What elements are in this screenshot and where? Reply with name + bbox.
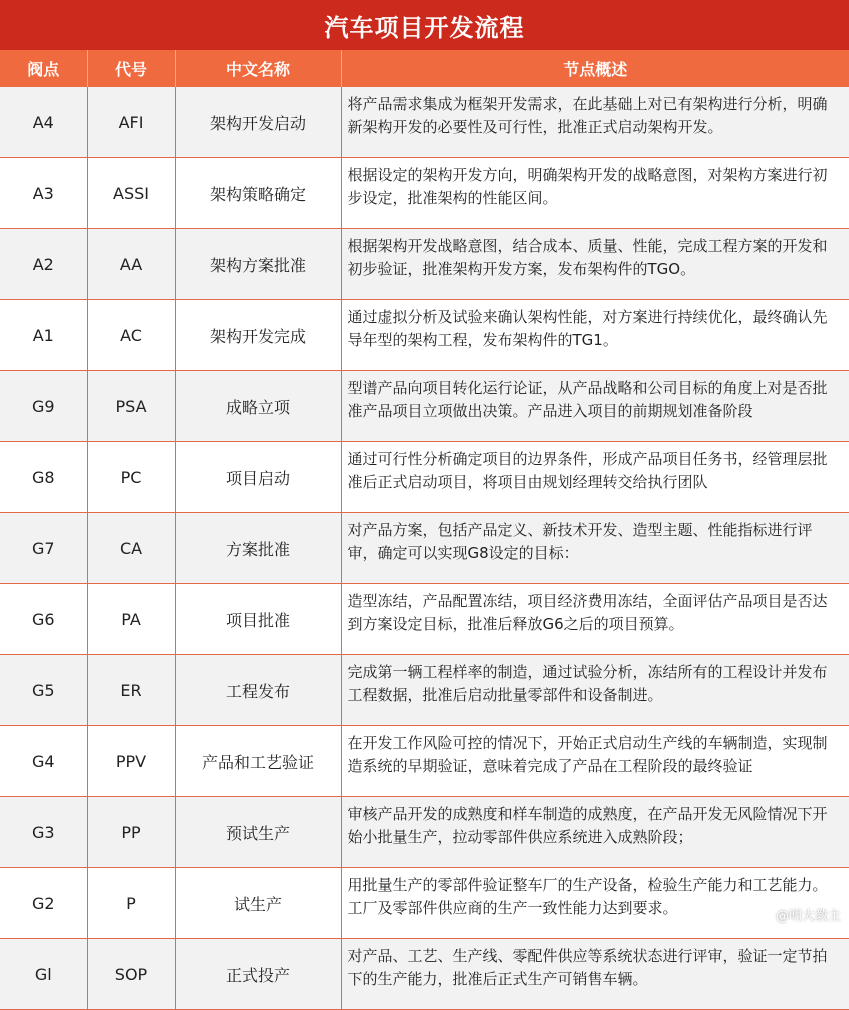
process-table: [0, 50, 849, 1010]
cell-desc: [341, 726, 849, 797]
cell-desc: [341, 655, 849, 726]
cell-name: 架构策略确定: [175, 158, 341, 229]
cell-gate: G4: [0, 726, 87, 797]
table-body: [0, 87, 849, 1010]
table-row: [0, 655, 849, 726]
desc-text: 型谱产品向项目转化运行论证，从产品战略和公司目标的角度上对是否批准产品项目立项做出决策。产品进入项目的前期规划准备阶段: [347, 379, 828, 420]
header-row: [0, 50, 849, 87]
table-row: [0, 371, 849, 442]
cell-name: 成略立项: [175, 371, 341, 442]
header-code: 代号: [87, 50, 175, 87]
cell-desc: [341, 87, 849, 158]
cell-code: PC: [87, 442, 175, 513]
table-row: [0, 726, 849, 797]
cell-name: 项目批准: [175, 584, 341, 655]
cell-code: AFI: [87, 87, 175, 158]
table-row: [0, 442, 849, 513]
desc-text: 审核产品开发的成熟度和样车制造的成熟度，在产品开发无风险情况下开始小批量生产，拉动零部件供应系统进入成熟阶段；: [347, 805, 828, 846]
cell-code: PP: [87, 797, 175, 868]
table-row: [0, 513, 849, 584]
cell-code: PSA: [87, 371, 175, 442]
desc-text: 将产品需求集成为框架开发需求，在此基础上对已有架构进行分析，明确新架构开发的必要性及可行性，批准正式启动架构开发。: [347, 95, 828, 136]
cell-desc: [341, 513, 849, 584]
cell-name: 项目启动: [175, 442, 341, 513]
desc-text: 完成第一辆工程样率的制造，通过试验分析，冻结所有的工程设计并发布工程数据，批准后启动批量零部件和设备制进。: [347, 663, 828, 704]
cell-gate: G7: [0, 513, 87, 584]
cell-gate: G2: [0, 868, 87, 939]
desc-text: 用批量生产的零部件验证整车厂的生产设备，检验生产能力和工艺能力。工厂及零部件供应商的生产一致性能力达到要求。: [347, 876, 828, 917]
table-row: [0, 797, 849, 868]
cell-desc: [341, 442, 849, 513]
cell-name: 预试生产: [175, 797, 341, 868]
header-gate: 阀点: [0, 50, 87, 87]
desc-text: 对产品、工艺、生产线、零配件供应等系统状态进行评审，验证一定节拍下的生产能力，批准后正式生产可销售车辆。: [347, 947, 828, 988]
cell-code: ER: [87, 655, 175, 726]
cell-gate: A4: [0, 87, 87, 158]
cell-desc: [341, 584, 849, 655]
cell-code: AC: [87, 300, 175, 371]
cell-desc: [341, 868, 849, 939]
table-row: [0, 300, 849, 371]
header-name: 中文名称: [175, 50, 341, 87]
cell-code: PA: [87, 584, 175, 655]
cell-name: 架构开发启动: [175, 87, 341, 158]
cell-gate: A1: [0, 300, 87, 371]
cell-gate: A2: [0, 229, 87, 300]
table-title: 汽车项目开发流程: [0, 0, 849, 50]
cell-desc: [341, 371, 849, 442]
cell-name: 工程发布: [175, 655, 341, 726]
cell-name: 架构开发完成: [175, 300, 341, 371]
cell-name: 架构方案批准: [175, 229, 341, 300]
table-row: [0, 584, 849, 655]
desc-text: 对产品方案，包括产品定义、新技术开发、造型主题、性能指标进行评审，确定可以实现G8设定的目标：: [347, 521, 813, 562]
cell-desc: [341, 939, 849, 1010]
cell-gate: A3: [0, 158, 87, 229]
cell-gate: G8: [0, 442, 87, 513]
table-row: [0, 87, 849, 158]
cell-desc: [341, 158, 849, 229]
cell-gate: G9: [0, 371, 87, 442]
cell-code: ASSI: [87, 158, 175, 229]
cell-desc: [341, 229, 849, 300]
table-row: [0, 868, 849, 939]
cell-gate: G3: [0, 797, 87, 868]
cell-code: PPV: [87, 726, 175, 797]
desc-text: 在开发工作风险可控的情况下，开始正式启动生产线的车辆制造，实现制造系统的早期验证，意味着完成了产品在工程阶段的最终验证: [347, 734, 828, 775]
cell-code: CA: [87, 513, 175, 584]
cell-desc: [341, 797, 849, 868]
desc-text: 造型冻结，产品配置冻结，项目经济费用冻结，全面评估产品项目是否达到方案设定目标，批准后释放G6之后的项目预算。: [347, 592, 828, 633]
table-row: [0, 158, 849, 229]
desc-text: 通过可行性分析确定项目的边界条件，形成产品项目任务书，经管理层批准后正式启动项目，将项目由规划经理转交给执行团队: [347, 450, 828, 491]
cell-gate: G6: [0, 584, 87, 655]
cell-code: SOP: [87, 939, 175, 1010]
desc-text: 根据设定的架构开发方向，明确架构开发的战略意图，对架构方案进行初步设定，批准架构的性能区间。: [347, 166, 828, 207]
cell-name: 正式投产: [175, 939, 341, 1010]
header-desc: 节点概述: [341, 50, 849, 87]
table-row: [0, 939, 849, 1010]
cell-name: 试生产: [175, 868, 341, 939]
cell-code: AA: [87, 229, 175, 300]
table-row: [0, 229, 849, 300]
cell-desc: [341, 300, 849, 371]
cell-gate: Gl: [0, 939, 87, 1010]
cell-name: 方案批准: [175, 513, 341, 584]
cell-code: P: [87, 868, 175, 939]
cell-name: 产品和工艺验证: [175, 726, 341, 797]
watermark-text: @明大教主: [775, 909, 841, 924]
desc-text: 通过虚拟分析及试验来确认架构性能，对方案进行持续优化，最终确认先导年型的架构工程，发布架构件的TG1。: [347, 308, 828, 349]
desc-text: 根据架构开发战略意图，结合成本、质量、性能，完成工程方案的开发和初步验证，批准架构开发方案，发布架构件的TGO。: [347, 237, 828, 278]
cell-gate: G5: [0, 655, 87, 726]
